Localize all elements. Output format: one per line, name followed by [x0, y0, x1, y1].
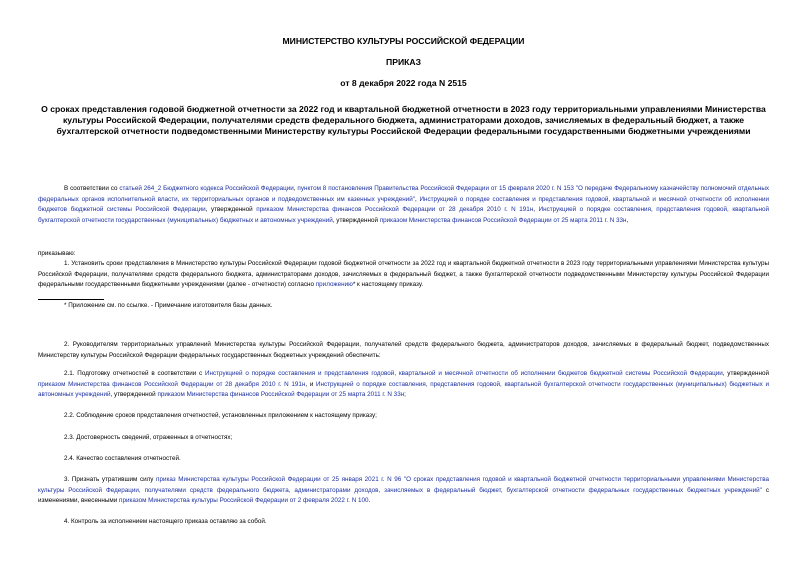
preamble-text: , утвержденной [332, 216, 380, 224]
preamble-text: , [626, 216, 629, 224]
item-2-3-paragraph: 2.3. Достоверность сведений, отраженных в отчетностях; [64, 434, 233, 441]
item-4-paragraph: 4. Контроль за исполнением настоящего приказа оставляю за собой. [64, 518, 267, 525]
date-number-heading: от 8 декабря 2022 года N 2515 [340, 78, 467, 88]
item-2-paragraph: 2. Руководителям территориальных управлений Министерства культуры Российской Федерации, получателей средств федерального бюджета, администраторов доходов, зачисляемых в федеральный бюджет, подведомственных Министерству культуры Российской Федерации федеральных государственных бюджетных учреждений обеспечить: [38, 341, 769, 359]
link-instruction-reporting[interactable]: Инструкцией о порядке составления и представления годовой, квартальной и месячной отчетности об исполнении бюджетов бюджетной системы Российской Федерации [38, 195, 769, 213]
order-word: приказываю: [38, 250, 76, 257]
link-appendix[interactable]: приложению [315, 281, 353, 288]
link-instruction-accounting[interactable]: Инструкцией о порядке составления, представления годовой, квартальной бухгалтерской отчетности государственных (муниципальных) бюджетных и автономных учреждений [38, 206, 769, 224]
link-minfin-order-191n[interactable]: приказом Министерства финансов Российской Федерации от 28 декабря 2010 г. N 191н [256, 206, 534, 213]
item-2-1-text: ; [404, 391, 406, 398]
link-minfin-order-33n[interactable]: приказом Министерства финансов Российской Федерации от 25 марта 2011 г. N 33н [157, 391, 405, 398]
preamble-text: , [415, 195, 420, 203]
item-3-paragraph [38, 475, 769, 507]
preamble-text: , [293, 185, 298, 192]
item-1-tail: * к настоящему приказу. [352, 281, 424, 288]
doc-type-heading: ПРИКАЗ [386, 57, 421, 67]
link-order-96[interactable]: приказ Министерства культуры Российской Федерации от 25 января 2021 г. N 96 "О сроках представления годовой и квартальной бюджетной отчетности территориальными управлениями Министерства культуры Российской Федерации, получателями средств федерального бюджета, администраторами доходов, зачисляемых в федеральный бюджет, бухгалтерской отчетности федеральных государственных бюджетных учреждений" [38, 476, 769, 494]
preamble-text: , утвержденной [205, 206, 257, 213]
link-budget-code-art264[interactable]: статьей 264_2 Бюджетного кодекса Российской Федерации [119, 185, 294, 192]
item-2-1-paragraph [38, 369, 769, 401]
footnote: * Приложение см. по ссылке. - Примечание изготовителя базы данных. [64, 302, 273, 309]
item-3-text: . [368, 497, 371, 504]
link-instruction-accounting[interactable]: Инструкцией о порядке составления, представления годовой, квартальной бухгалтерской отчетности государственных (муниципальных) бюджетных и автономных учреждений [38, 380, 769, 398]
item-3-text: с изменениями, внесенными [38, 486, 769, 504]
item-2-1-text: 2.1. Подготовку отчетностей в соответствии с [64, 370, 206, 377]
link-order-100[interactable]: приказом Министерства культуры Российской Федерации от 2 февраля 2022 г. N 100 [119, 497, 369, 504]
footnote-divider [38, 299, 104, 300]
preamble-text: В соответствии со [64, 185, 120, 192]
link-government-decree-153[interactable]: пунктом 8 постановления Правительства Российской Федерации от 15 февраля 2020 г. N 153 "О передаче Федеральному казначейству полномочий отдельных федеральных органов исполнительной власти, их территориальных органов и подведомственных им казенных учреждений" [38, 185, 769, 203]
item-2-1-text: , и [305, 380, 317, 388]
preamble-paragraph [38, 184, 769, 226]
link-minfin-order-33n[interactable]: приказом Министерства финансов Российской Федерации от 25 марта 2011 г. N 33н [379, 216, 627, 224]
item-2-1-text: , утвержденной [110, 391, 158, 398]
link-instruction-reporting[interactable]: Инструкцией о порядке составления и представления годовой, квартальной и месячной отчетности об исполнении бюджетов бюджетной системы Российской Федерации [205, 370, 723, 377]
item-1-paragraph [38, 259, 769, 291]
item-2-4-paragraph: 2.4. Качество составления отчетностей. [64, 455, 181, 462]
document-title: О сроках представления годовой бюджетной отчетности за 2022 год и квартальной бюджетной отчетности в 2023 году территориальными управлениями Министерства культуры Российской Федерации, получателями средств федерального бюджета, администраторами доходов, зачисляемых в федеральный бюджет, а также бухгалтерской отчетности подведомственными Министерству культуры Российской Федерации федеральными государственными бюджетными учреждениями [41, 104, 766, 137]
item-2-2-paragraph: 2.2. Соблюдение сроков представления отчетностей, установленных приложением к настоящему приказу; [64, 412, 377, 419]
preamble-text: , [533, 206, 539, 213]
item-1-text: 1. Установить сроки представления в Министерство культуры Российской Федерации годовой бюджетной отчетности за 2022 год и квартальной бюджетной отчетности в 2023 году территориальными управлениями Министерства культуры Российской Федерации, получателями средств федерального бюджета, администраторами доходов, зачисляемых в федеральный бюджет, а также бухгалтерской отчетности подведомственными Министерству культуры Российской Федерации федеральными государственными бюджетными учреждениями (далее - отчетности) согласно [38, 260, 769, 288]
item-2-1-text: , утвержденной [722, 370, 769, 377]
link-minfin-order-191n[interactable]: приказом Министерства финансов Российской Федерации от 28 декабря 2010 г. N 191н [38, 380, 306, 388]
item-3-text: 3. Признать утратившим силу [64, 476, 157, 483]
ministry-heading: МИНИСТЕРСТВО КУЛЬТУРЫ РОССИЙСКОЙ ФЕДЕРАЦИИ [282, 36, 525, 46]
